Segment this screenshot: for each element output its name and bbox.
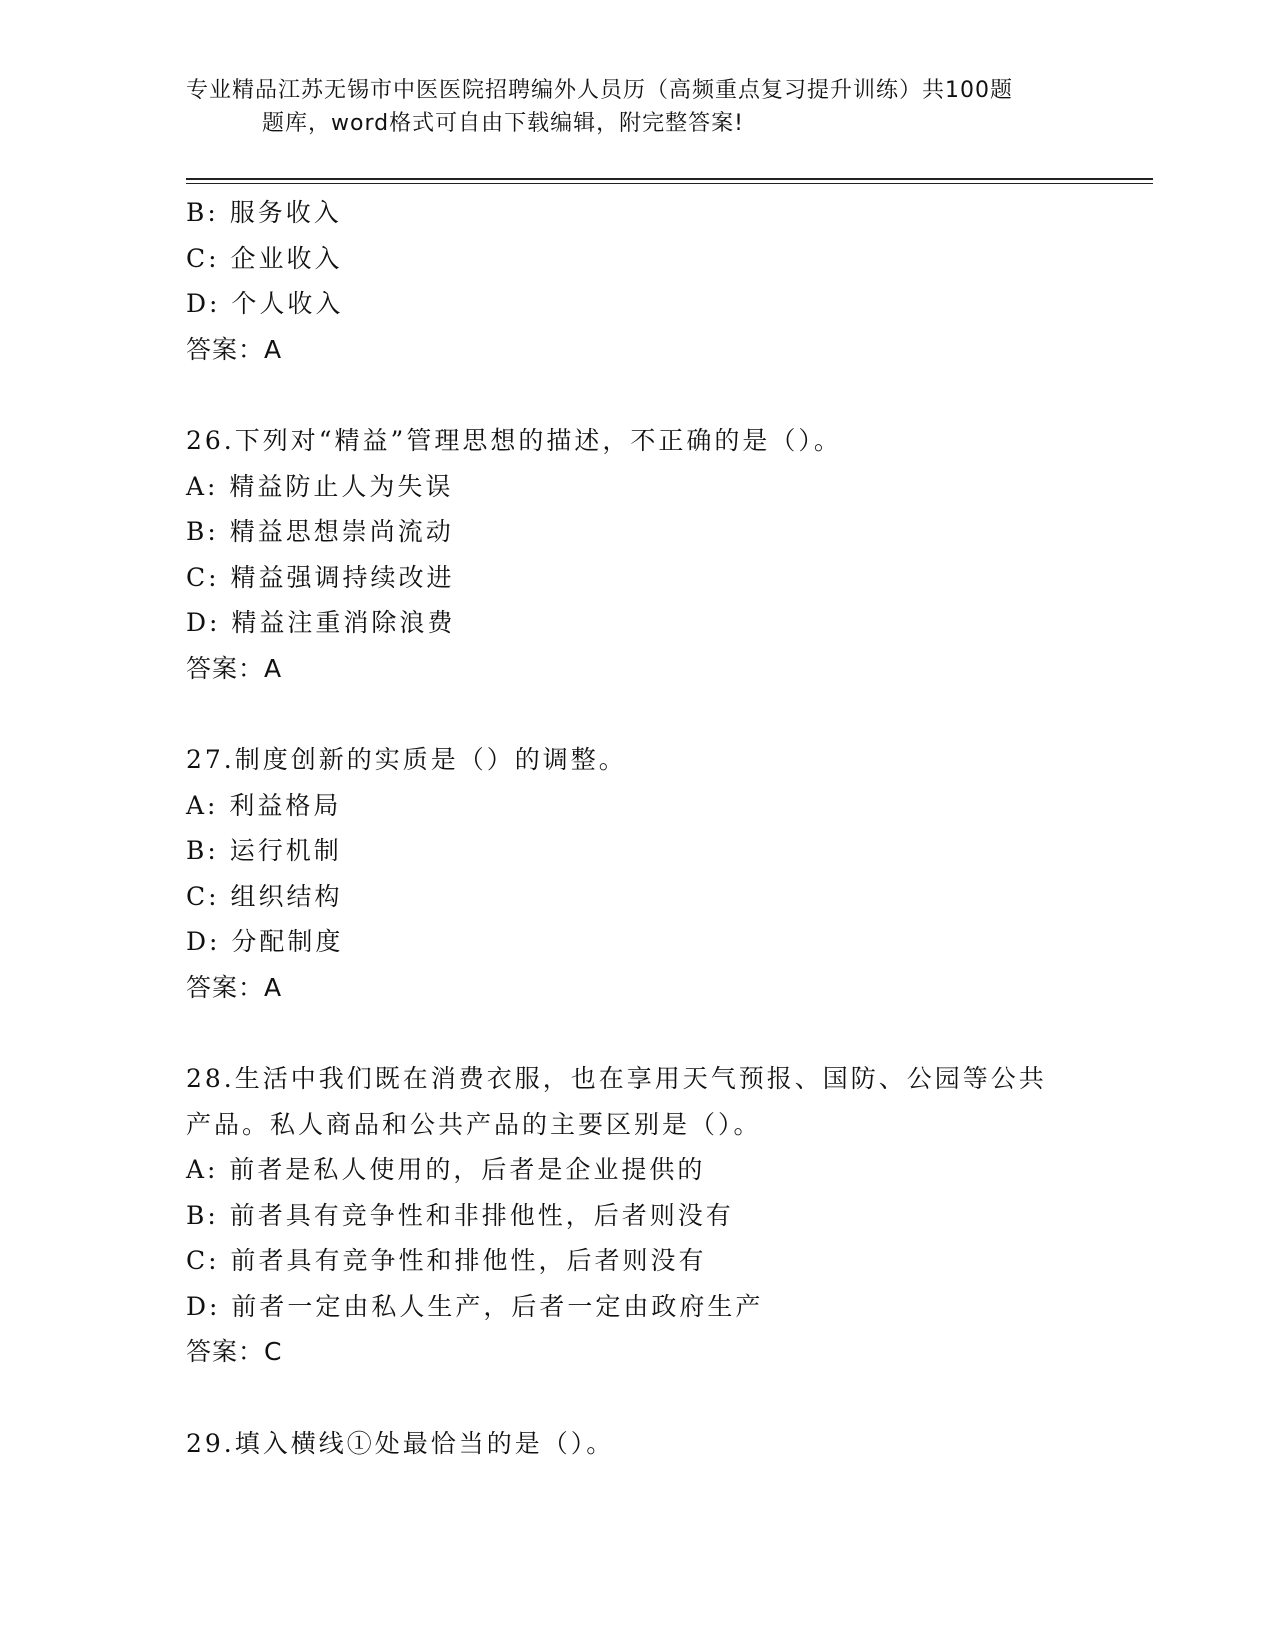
question-stem: 28.生活中我们既在消费衣服，也在享用天气预报、国防、公园等公共 (186, 1064, 1047, 1093)
header-rule-thin (186, 183, 1153, 184)
option-line: A: 前者是私人使用的，后者是企业提供的 (186, 1155, 706, 1184)
question-block (186, 737, 1146, 1010)
header-title-line2: 题库，word格式可自由下载编辑，附完整答案! (262, 111, 744, 136)
option-line: C: 组织结构 (186, 881, 343, 911)
question-block (186, 1056, 1146, 1375)
header-title-line1: 专业精品江苏无锡市中医医院招聘编外人员历（高频重点复习提升训练）共100题 (186, 78, 1013, 103)
question-stem: 产品。私人商品和公共产品的主要区别是（）。 (186, 1109, 762, 1139)
question-block (186, 1421, 1146, 1467)
option-line: D: 个人收入 (186, 289, 344, 318)
answer-line: 答案：A (186, 653, 283, 683)
option-line: B: 运行机制 (186, 836, 342, 865)
question-content (186, 190, 1146, 1466)
option-line: B: 精益思想崇尚流动 (186, 517, 454, 546)
option-line: D: 精益注重消除浪费 (186, 608, 456, 637)
option-line: B: 服务收入 (186, 198, 342, 227)
option-line: A: 精益防止人为失误 (186, 471, 454, 501)
option-line: D: 前者一定由私人生产，后者一定由政府生产 (186, 1291, 764, 1321)
answer-line: 答案：A (186, 972, 283, 1002)
option-line: C: 前者具有竞争性和排他性，后者则没有 (186, 1246, 707, 1275)
option-line: C: 企业收入 (186, 243, 343, 273)
page-header (186, 74, 1086, 140)
question-stem: 27.制度创新的实质是（）的调整。 (186, 745, 627, 774)
question-block (186, 418, 1146, 691)
option-line: A: 利益格局 (186, 790, 342, 820)
answer-line: 答案：A (186, 334, 283, 364)
option-line: B: 前者具有竞争性和非排他性，后者则没有 (186, 1200, 734, 1230)
question-stem: 29.填入横线①处最恰当的是（）。 (186, 1428, 615, 1458)
question-block (186, 190, 1146, 372)
question-stem: 26.下列对“精益”管理思想的描述，不正确的是（）。 (186, 426, 842, 455)
option-line: D: 分配制度 (186, 927, 344, 956)
header-rule-thick (186, 178, 1153, 180)
answer-line: 答案：C (186, 1337, 283, 1366)
option-line: C: 精益强调持续改进 (186, 562, 455, 592)
